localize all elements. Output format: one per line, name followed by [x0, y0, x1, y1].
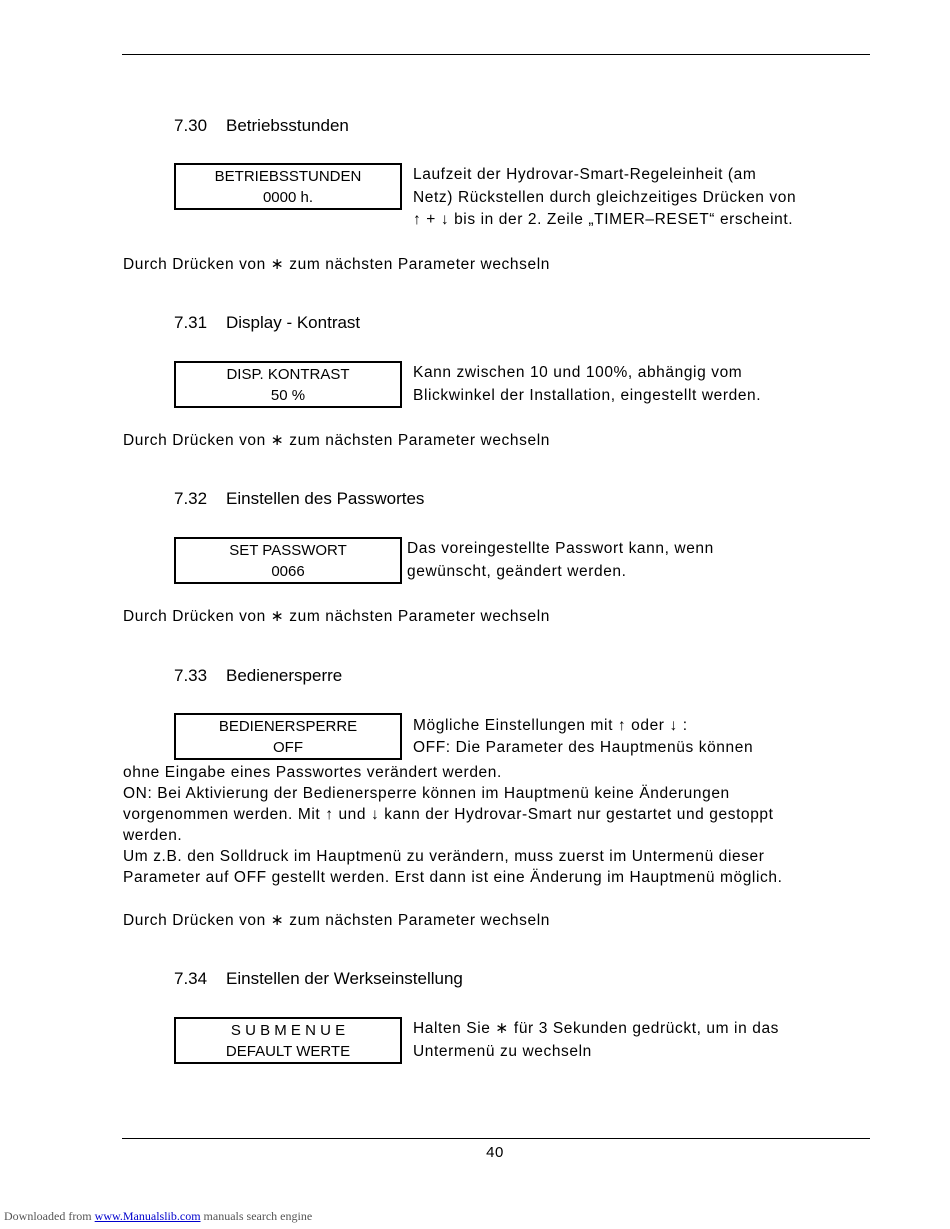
bedienersperre-explanation: [123, 762, 783, 888]
section-title: Betriebsstunden: [226, 116, 349, 135]
lcd-line-2: DEFAULT WERTE: [225, 1042, 351, 1060]
lcd-line-1: S U B M E N U E: [230, 1021, 346, 1039]
description-line: Untermenü zu wechseln: [413, 1042, 592, 1060]
paragraph-line: ON: Bei Aktivierung der Bedienersperre können im Hauptmenü keine Änderungen: [123, 785, 730, 802]
section-number: 7.30: [174, 116, 208, 135]
section-heading-7-32: [174, 489, 424, 509]
page-number: 40: [486, 1144, 504, 1161]
section-number: 7.31: [174, 313, 208, 332]
paragraph-line: Um z.B. den Solldruck im Hauptmenü zu verändern, muss zuerst im Untermenü dieser: [123, 848, 765, 865]
description-line: Mögliche Einstellungen mit ↑ oder ↓ :: [413, 717, 688, 734]
lcd-line-2: OFF: [273, 738, 303, 756]
section-heading-7-31: [174, 313, 360, 333]
section-title: Einstellen der Werkseinstellung: [226, 969, 463, 988]
lcd-display-kontrast: [174, 361, 402, 408]
section-description: [413, 362, 761, 407]
lcd-display-betriebsstunden: [174, 163, 402, 210]
paragraph-line: Parameter auf OFF gestellt werden. Erst dann ist eine Änderung im Hauptmenü möglich.: [123, 869, 783, 886]
manualslib-link[interactable]: www.Manualslib.com: [94, 1209, 201, 1223]
lcd-display-bedienersperre: [174, 713, 402, 760]
section-description: [407, 538, 714, 583]
section-number: 7.34: [174, 969, 208, 988]
lcd-line-1: BETRIEBSSTUNDEN: [214, 167, 362, 185]
section-title: Display - Kontrast: [226, 313, 361, 332]
next-parameter-note: Durch Drücken von ∗ zum nächsten Parameter wechseln: [123, 608, 550, 625]
footer-suffix: manuals search engine: [200, 1209, 313, 1223]
download-footer: [4, 1209, 312, 1224]
description-line: gewünscht, geändert werden.: [407, 562, 627, 580]
section-description: [413, 164, 796, 232]
lcd-display-passwort: [174, 537, 402, 584]
description-line: Blickwinkel der Installation, eingestellt werden.: [413, 386, 762, 404]
lcd-line-1: BEDIENERSPERRE: [218, 717, 358, 735]
description-line: ↑ + ↓ bis in der 2. Zeile „TIMER–RESET“ erscheint.: [413, 211, 794, 228]
next-parameter-note: Durch Drücken von ∗ zum nächsten Parameter wechseln: [123, 912, 550, 929]
section-heading-7-30: [174, 116, 349, 136]
lcd-display-submenue: [174, 1017, 402, 1064]
description-line: Netz) Rückstellen durch gleichzeitiges Drücken von: [413, 188, 797, 206]
next-parameter-note: Durch Drücken von ∗ zum nächsten Parameter wechseln: [123, 256, 550, 273]
footer-rule: [122, 1138, 870, 1139]
section-title: Bedienersperre: [226, 666, 343, 685]
description-line: Laufzeit der Hydrovar-Smart-Regeleinheit (am: [413, 166, 757, 183]
description-line: Halten Sie ∗ für 3 Sekunden gedrückt, um in das: [413, 1020, 780, 1037]
section-title: Einstellen des Passwortes: [226, 489, 425, 508]
section-heading-7-34: [174, 969, 463, 989]
description-line: OFF: Die Parameter des Hauptmenüs können: [413, 739, 754, 756]
paragraph-line: vorgenommen werden. Mit ↑ und ↓ kann der Hydrovar-Smart nur gestartet und gestoppt: [123, 806, 774, 823]
lcd-line-2: 0066: [271, 562, 305, 580]
description-line: Kann zwischen 10 und 100%, abhängig vom: [413, 364, 743, 381]
description-line: Das voreingestellte Passwort kann, wenn: [407, 540, 714, 557]
lcd-line-2: 50 %: [270, 386, 306, 404]
lcd-line-2: 0000 h.: [262, 188, 314, 206]
section-number: 7.33: [174, 666, 208, 685]
section-description: [413, 715, 753, 759]
paragraph-line: ohne Eingabe eines Passwortes verändert werden.: [123, 764, 502, 781]
header-rule: [122, 54, 870, 55]
paragraph-line: werden.: [123, 827, 183, 844]
lcd-line-1: DISP. KONTRAST: [226, 365, 350, 383]
footer-prefix: Downloaded from: [4, 1209, 95, 1223]
section-description: [413, 1018, 779, 1063]
next-parameter-note: Durch Drücken von ∗ zum nächsten Parameter wechseln: [123, 432, 550, 449]
section-heading-7-33: [174, 666, 342, 686]
section-number: 7.32: [174, 489, 208, 508]
lcd-line-1: SET PASSWORT: [229, 541, 347, 559]
